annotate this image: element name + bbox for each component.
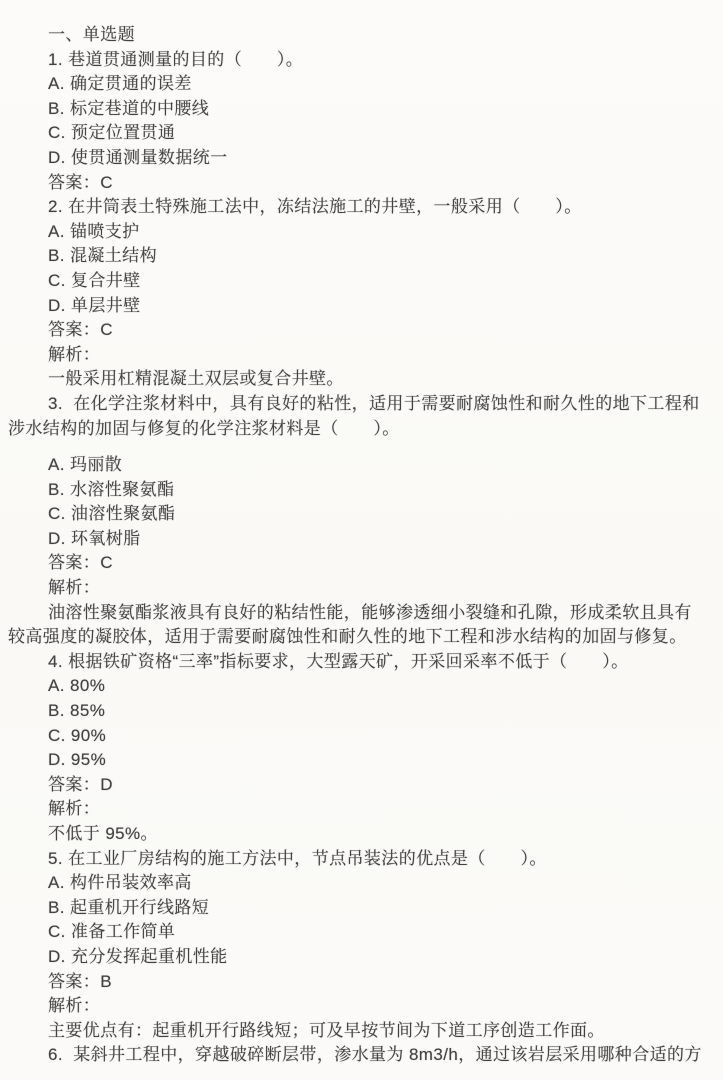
question-stem: 5. 在工业厂房结构的施工方法中，节点吊装法的优点是（ ）。 <box>48 848 547 868</box>
option-line: D. 95% <box>48 750 107 770</box>
option-line: C. 90% <box>48 725 107 745</box>
explanation-label: 解析： <box>48 344 101 364</box>
option-line: A. 玛丽散 <box>48 455 123 475</box>
answer-line: 答案：C <box>48 553 113 573</box>
explanation-label: 解析： <box>48 996 101 1016</box>
answer-line: 答案：C <box>48 172 113 192</box>
explanation-line-continued: 较高强度的凝胶体，适用于需要耐腐蚀性和耐久性的地下工程和涉水结构的加固与修复。 <box>8 627 687 647</box>
option-line: D. 单层井壁 <box>48 295 141 315</box>
answer-line: 答案：B <box>48 971 112 991</box>
question-stem: 6. 某斜井工程中，穿越破碎断层带，渗水量为 8m3/h，通过该岩层采用哪种合适的方 <box>48 1045 702 1065</box>
option-line: C. 预定位置贯通 <box>48 123 176 143</box>
option-line: B. 混凝土结构 <box>48 246 157 266</box>
question-stem: 4. 根据铁矿资格“三率”指标要求，大型露天矿，开采回采率不低于（ ）。 <box>48 651 629 671</box>
explanation-line: 油溶性聚氨酯浆液具有良好的粘结性能，能够渗透细小裂缝和孔隙，形成柔软且具有 <box>48 602 692 622</box>
answer-line: 答案：C <box>48 320 113 340</box>
option-line: D. 环氧树脂 <box>48 528 141 548</box>
option-line: D. 使贯通测量数据统一 <box>48 147 228 167</box>
option-line: D. 充分发挥起重机性能 <box>48 946 228 966</box>
question-stem-continued: 涉水结构的加固与修复的化学注浆材料是（ ）。 <box>8 418 400 438</box>
explanation-line: 不低于 95%。 <box>48 824 158 843</box>
option-line: C. 准备工作简单 <box>48 922 176 942</box>
option-line: C. 油溶性聚氨酯 <box>48 504 176 524</box>
explanation-line: 主要优点有：起重机开行路线短；可及早按节间为下道工序创造工作面。 <box>48 1020 605 1040</box>
question-stem: 1. 巷道贯通测量的目的（ ）。 <box>48 49 304 69</box>
option-line: B. 标定巷道的中腰线 <box>48 98 210 118</box>
option-line: B. 水溶性聚氨酯 <box>48 479 175 499</box>
option-line: A. 80% <box>48 676 106 696</box>
option-line: A. 锚喷支护 <box>48 221 140 241</box>
explanation-label: 解析： <box>48 578 101 598</box>
explanation-line: 一般采用杠精混凝土双层或复合井壁。 <box>48 369 344 389</box>
option-line: A. 确定贯通的误差 <box>48 74 192 94</box>
question-stem: 3. 在化学注浆材料中，具有良好的粘性，适用于需要耐腐蚀性和耐久性的地下工程和 <box>48 393 700 413</box>
option-line: A. 构件吊装效率高 <box>48 873 192 893</box>
answer-line: 答案：D <box>48 774 113 794</box>
section-title: 一、单选题 <box>48 25 135 44</box>
explanation-label: 解析： <box>48 799 101 819</box>
option-line: B. 起重机开行线路短 <box>48 897 210 917</box>
question-stem: 2. 在井筒表土特殊施工法中，冻结法施工的井壁，一般采用（ ）。 <box>48 197 582 217</box>
option-line: B. 85% <box>48 701 106 721</box>
option-line: C. 复合井壁 <box>48 270 141 290</box>
